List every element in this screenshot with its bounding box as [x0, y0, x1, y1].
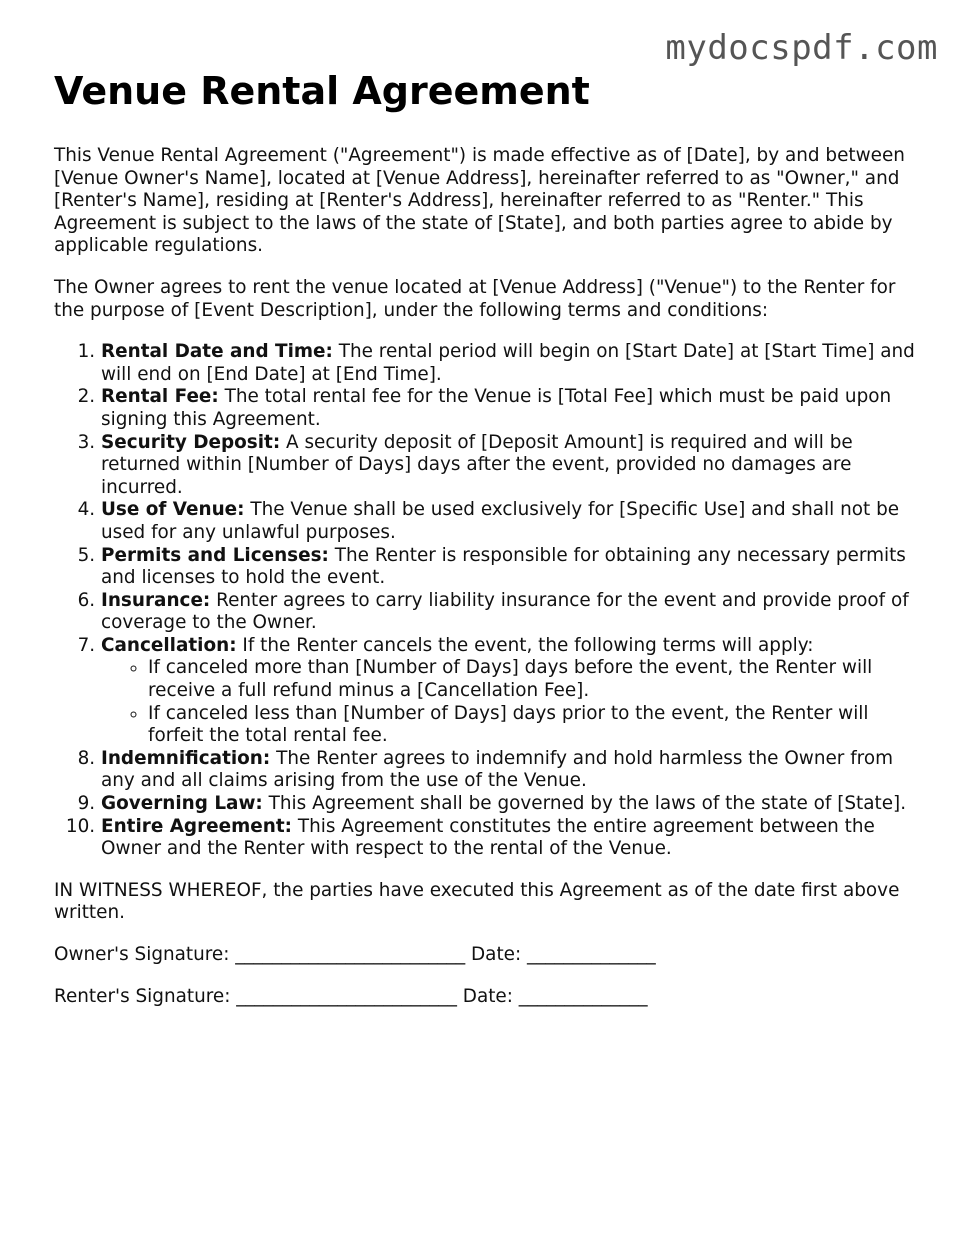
list-item	[101, 432, 916, 500]
term-heading: Governing Law:	[101, 793, 263, 815]
terms-list	[54, 341, 916, 861]
term-heading: Security Deposit:	[101, 431, 281, 453]
intro-paragraph: This Venue Rental Agreement ("Agreement") is made effective as of [Date], by and between [Venue Owner's Name], located at [Venue Address], hereinafter referred to as "Owner," and [Renter's Name], residing at [Renter's Address], hereinafter referred to as "Renter." This Agreement is subject to the laws of the state of [State], and both parties agree to abide by applicable regulations.	[54, 145, 905, 257]
term-heading: Permits and Licenses:	[101, 544, 329, 566]
purpose-paragraph: The Owner agrees to rent the venue located at [Venue Address] ("Venue") to the Renter for the purpose of [Event Description], under the following terms and conditions:	[54, 276, 896, 321]
list-item	[101, 748, 916, 793]
sub-list-item: ◦ If canceled less than [Number of Days] days prior to the event, the Renter will forfeit the total rental fee.	[148, 703, 916, 748]
owner-signature-line: Owner's Signature: _________________________ Date: ______________	[54, 944, 656, 965]
term-heading: Use of Venue:	[101, 499, 245, 521]
list-item	[101, 590, 916, 635]
term-heading: Insurance:	[101, 589, 211, 611]
term-text: This Agreement shall be governed by the laws of the state of [State].	[262, 793, 907, 815]
term-heading: Cancellation:	[101, 634, 237, 656]
term-heading: Indemnification:	[101, 747, 271, 769]
term-text: The rental period will begin on [Start Date] at [Start Time] and will end on [End Date] at [End Time].	[101, 341, 915, 385]
term-text: The Venue shall be used exclusively for [Specific Use] and shall not be used for any unlawful purposes.	[101, 499, 900, 543]
term-text: The total rental fee for the Venue is [Total Fee] which must be paid upon signing this Agreement.	[101, 386, 892, 430]
term-heading: Rental Fee:	[101, 386, 219, 408]
page-title: Venue Rental Agreement	[54, 69, 590, 113]
sub-list-item: ◦ If canceled more than [Number of Days] days before the event, the Renter will receive a full refund minus a [Cancellation Fee].	[148, 657, 916, 702]
list-item	[101, 386, 916, 431]
term-heading: Entire Agreement:	[101, 815, 292, 837]
term-heading: Rental Date and Time:	[101, 341, 333, 363]
witness-paragraph: IN WITNESS WHEREOF, the parties have executed this Agreement as of the date first above written.	[54, 879, 900, 924]
term-text: This Agreement constitutes the entire agreement between the Owner and the Renter with respect to the rental of the Venue.	[101, 815, 875, 860]
list-item	[101, 341, 916, 386]
term-text: A security deposit of [Deposit Amount] is required and will be returned within [Number of Days] days after the event, provided no damages are incurred.	[101, 431, 853, 498]
term-text: The Renter agrees to indemnify and hold harmless the Owner from any and all claims arising from the use of the Venue.	[101, 747, 894, 792]
list-item	[101, 793, 916, 816]
document	[54, 68, 916, 1027]
watermark: mydocspdf.com	[665, 28, 938, 68]
term-text: If the Renter cancels the event, the following terms will apply:	[236, 634, 814, 656]
term-text: The Renter is responsible for obtaining any necessary permits and licenses to hold the event.	[101, 544, 906, 589]
renter-signature-line: Renter's Signature: ________________________ Date: ______________	[54, 985, 648, 1007]
list-item	[101, 635, 916, 748]
list-item	[101, 816, 916, 861]
cancellation-sublist	[101, 657, 916, 747]
list-item	[101, 545, 916, 590]
list-item	[101, 499, 916, 544]
term-text: Renter agrees to carry liability insurance for the event and provide proof of coverage to the Owner.	[101, 589, 909, 634]
